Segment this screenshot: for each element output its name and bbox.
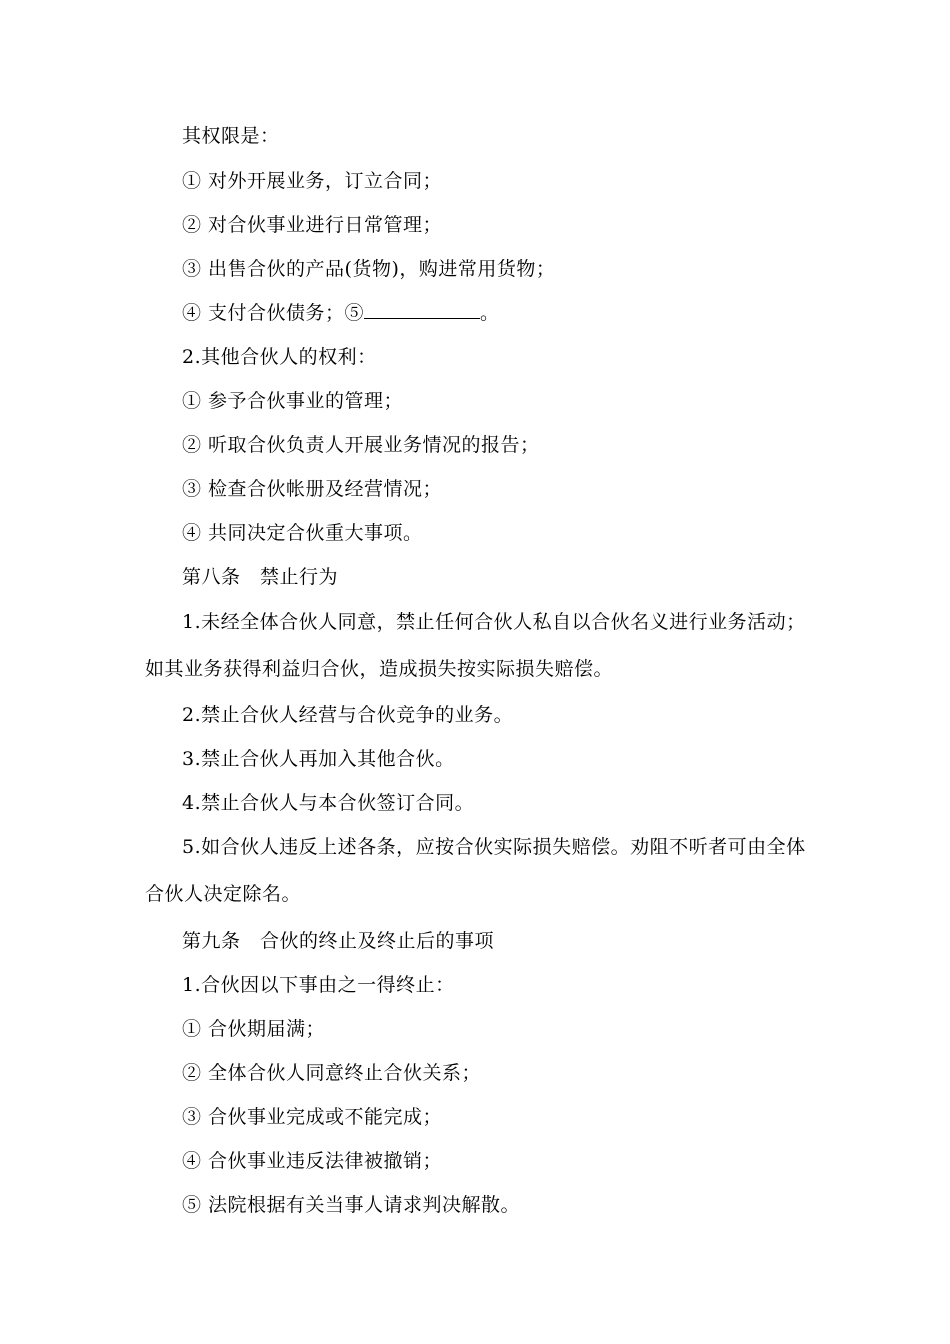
list-item: ② 全体合伙人同意终止合伙关系； — [182, 1062, 482, 1084]
paragraph: 4.禁止合伙人与本合伙签订合同。 — [182, 792, 475, 814]
fill-in-blank — [364, 302, 480, 319]
list-item: ③ 出售合伙的产品(货物)，购进常用货物； — [182, 258, 556, 280]
list-item: ① 合伙期届满； — [182, 1018, 326, 1040]
list-item: ③ 检查合伙帐册及经营情况； — [182, 478, 443, 500]
list-item: ④ 共同决定合伙重大事项。 — [182, 522, 423, 544]
list-item: ① 对外开展业务，订立合同； — [182, 170, 443, 192]
list-item-with-blank — [182, 301, 500, 325]
paragraph: 1.合伙因以下事由之一得终止： — [182, 974, 455, 996]
paragraph-continuation: 合伙人决定除名。 — [145, 883, 302, 905]
paragraph: 5.如合伙人违反上述各条，应按合伙实际损失赔偿。劝阻不听者可由全体 — [182, 836, 806, 858]
list-item: ③ 合伙事业完成或不能完成； — [182, 1106, 443, 1128]
paragraph-continuation: 如其业务获得利益归合伙，造成损失按实际损失赔偿。 — [145, 658, 614, 680]
list-item: ④ 合伙事业违反法律被撤销； — [182, 1150, 443, 1172]
paragraph: 1.未经全体合伙人同意，禁止任何合伙人私自以合伙名义进行业务活动； — [182, 611, 806, 633]
list-item: ① 参予合伙事业的管理； — [182, 390, 404, 412]
list-item: ② 听取合伙负责人开展业务情况的报告； — [182, 434, 540, 456]
list-item: ② 对合伙事业进行日常管理； — [182, 214, 443, 236]
paragraph: 2.禁止合伙人经营与合伙竞争的业务。 — [182, 704, 514, 726]
paragraph: 其权限是： — [182, 125, 280, 147]
list-item-end: 。 — [480, 302, 500, 324]
article-heading: 第八条 禁止行为 — [182, 566, 339, 588]
paragraph: 2.其他合伙人的权利： — [182, 346, 377, 368]
paragraph: 3.禁止合伙人再加入其他合伙。 — [182, 748, 455, 770]
list-item: ⑤ 法院根据有关当事人请求判决解散。 — [182, 1194, 521, 1216]
list-item-text: ④ 支付合伙债务；⑤ — [182, 302, 365, 324]
article-heading: 第九条 合伙的终止及终止后的事项 — [182, 930, 495, 952]
